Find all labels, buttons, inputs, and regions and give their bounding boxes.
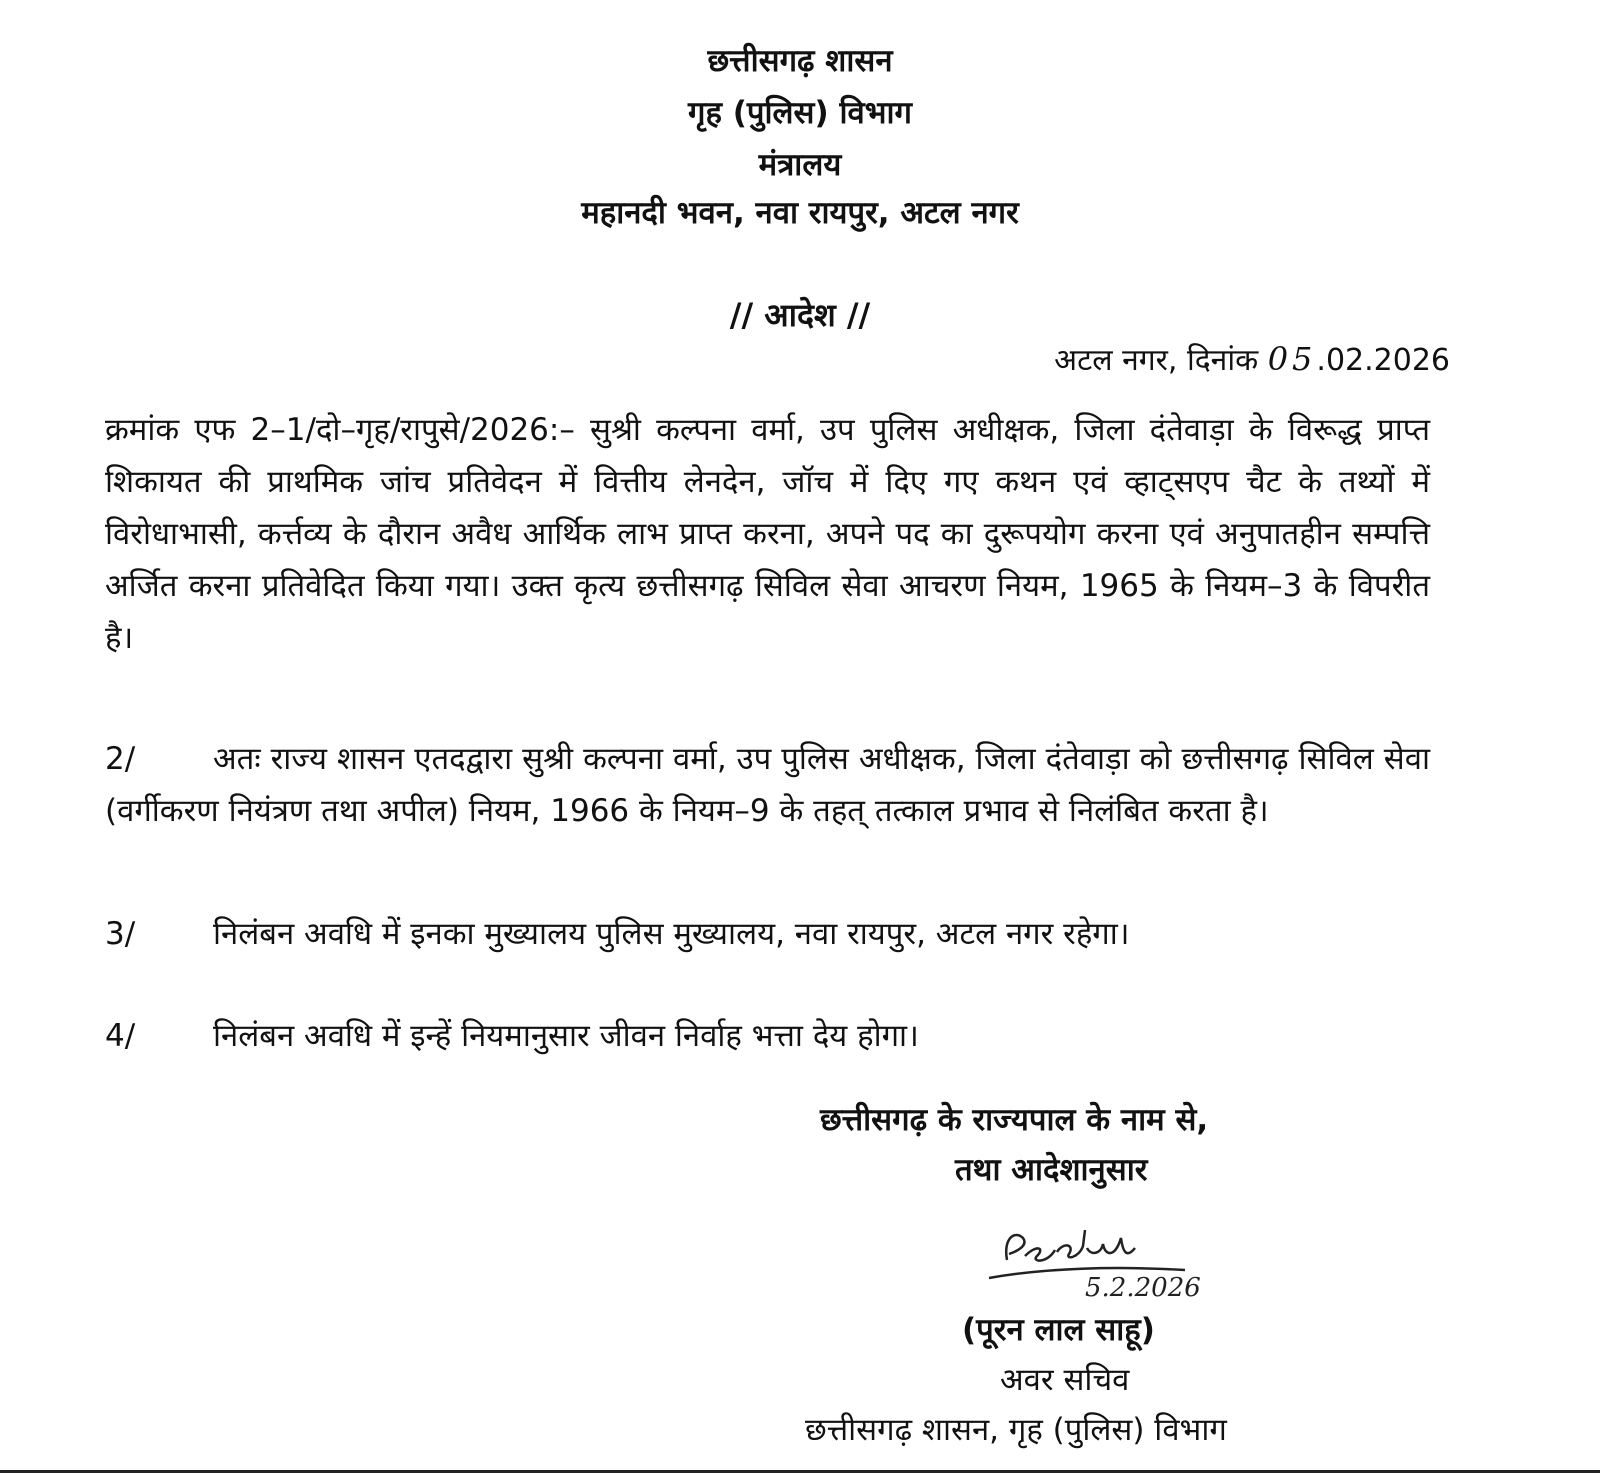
paragraph-1: क्रमांक एफ 2–1/दो–गृह/रापुसे/2026:– सुश्री कल्पना वर्मा, उप पुलिस अधीक्षक, जिला दंतेवाड़ा के विरूद्ध प्राप्त शिकायत की प्राथमिक जांच प्रतिवेदन में वित्तीय लेनदेन, जॉच में दिए गए कथन एवं व्हाट्सएप चैट के तथ्यों में विरोधाभासी, कर्त्तव्य के दौरान अवैध आर्थिक लाभ प्राप्त करना, अपने पद का दुरूपयोग करना एवं अनुपातहीन सम्पत्ति अर्जित करना प्रतिवेदित किया गया। उक्त कृत्य छत्तीसगढ़ सिविल सेवा आचरण नियम, 1965 के नियम–3 के विपरीत है। xyxy=(105,412,1430,656)
signatory-name: (पूरन लाल साहू) xyxy=(962,1312,1155,1348)
order-title: // आदेश // xyxy=(729,296,871,334)
bottom-divider xyxy=(0,1470,1600,1473)
signatory-designation: अवर सचिव xyxy=(1000,1362,1130,1398)
authority-line-2: तथा आदेशानुसार xyxy=(955,1152,1148,1188)
header-ministry: मंत्रालय xyxy=(758,147,842,183)
paragraph-4 xyxy=(105,1010,1430,1062)
order-date xyxy=(1054,338,1450,379)
signatory-department: छत्तीसगढ़ शासन, गृह (पुलिस) विभाग xyxy=(805,1412,1227,1448)
header-government: छत्तीसगढ़ शासन xyxy=(707,43,893,79)
paragraph-number: 3/ xyxy=(105,916,136,952)
signature-date: 5.2.2026 xyxy=(1085,1273,1201,1303)
date-rest: .02.2026 xyxy=(1316,343,1450,378)
date-prefix: अटल नगर, दिनांक xyxy=(1054,343,1259,378)
paragraph-text: निलंबन अवधि में इनका मुख्यालय पुलिस मुख्यालय, नवा रायपुर, अटल नगर रहेगा। xyxy=(213,916,1130,952)
header-address: महानदी भवन, नवा रायपुर, अटल नगर xyxy=(581,195,1019,231)
date-day-handwritten: 05 xyxy=(1267,340,1317,378)
paragraph-number: 4/ xyxy=(105,1018,136,1054)
paragraph-text: निलंबन अवधि में इन्हें नियमानुसार जीवन निर्वाह भत्ता देय होगा। xyxy=(213,1018,919,1054)
handwritten-signature xyxy=(985,1208,1305,1303)
authority-line: छत्तीसगढ़ के राज्यपाल के नाम से, xyxy=(820,1102,1209,1138)
paragraph-text: अतः राज्य शासन एतदद्वारा सुश्री कल्पना वर्मा, उप पुलिस अधीक्षक, जिला दंतेवाड़ा को छत्तीसगढ़ सिविल सेवा (वर्गीकरण नियंत्रण तथा अपील) नियम, 1966 के नियम–9 के तहत् तत्काल प्रभाव से निलंबित करता है। xyxy=(105,741,1430,829)
paragraph-3 xyxy=(105,908,1430,960)
header-department: गृह (पुलिस) विभाग xyxy=(688,95,912,131)
paragraph-2 xyxy=(105,733,1430,837)
paragraph-number: 2/ xyxy=(105,741,136,777)
